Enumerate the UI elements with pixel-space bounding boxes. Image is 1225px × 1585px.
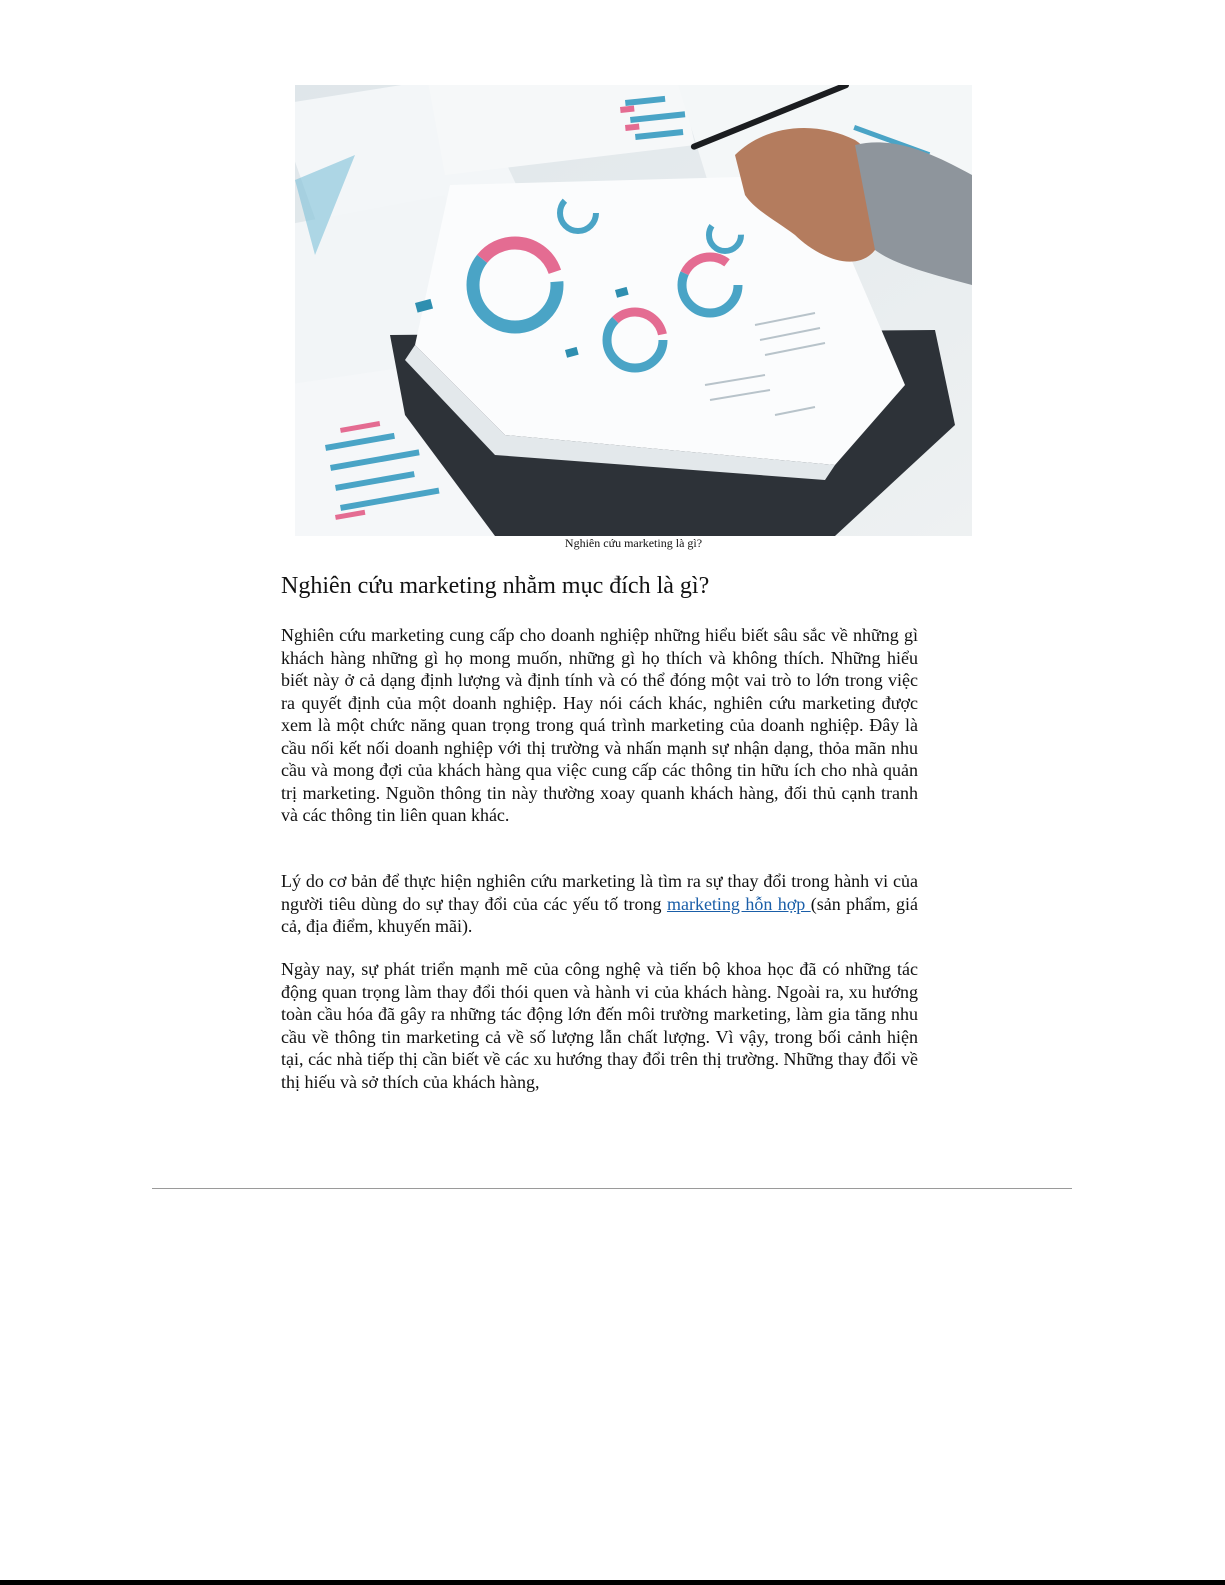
marketing-charts-photo-icon xyxy=(295,85,972,536)
section-heading: Nghiên cứu marketing nhằm mục đích là gì? xyxy=(281,573,710,599)
article-photo xyxy=(295,85,972,536)
paragraph-1: Nghiên cứu marketing cung cấp cho doanh nghiệp những hiểu biết sâu sắc về những gì khách hàng những gì họ mong muốn, những gì họ thích và không thích. Những hiểu biết này ở cả dạng định lượng và định tính và có thể đóng một vai trò to lớn trong việc ra quyết định của một doanh nghiệp. Hay nói cách khác, nghiên cứu marketing được xem là một chức năng quan trọng trong quá trình marketing của doanh nghiệp. Đây là cầu nối kết nối doanh nghiệp với thị trường và nhấn mạnh sự nhận dạng, thỏa mãn nhu cầu và mong đợi của khách hàng qua việc cung cấp các thông tin hữu ích cho nhà quản trị marketing. Nguồn thông tin này thường xoay quanh khách hàng, đối thủ cạnh tranh và các thông tin liên quan khác. xyxy=(281,625,918,825)
paragraph-2-text-before: Lý do cơ bản để thực hiện nghiên cứu marketing là tìm ra sự thay đổi trong hành vi của người tiêu dùng do sự thay đổi của các yếu tố trong xyxy=(281,871,918,914)
photo-caption: Nghiên cứu marketing là gì? xyxy=(564,536,703,550)
paragraph-2-text-after: (sản phẩm, giá cả, địa điểm, khuyến mãi). xyxy=(281,893,919,936)
marketing-mix-link[interactable]: marketing hỗn hợp xyxy=(666,893,811,914)
page-bottom-border xyxy=(0,1580,1225,1585)
paragraph-2 xyxy=(281,870,918,938)
page-divider xyxy=(152,1188,1072,1189)
paragraph-3: Ngày nay, sự phát triển mạnh mẽ của công nghệ và tiến bộ khoa học đã có những tác động quan trọng làm thay đổi thói quen và hành vi của khách hàng. Ngoài ra, xu hướng toàn cầu hóa đã gây ra những tác động lớn đến môi trường marketing, làm gia tăng nhu cầu về thông tin marketing cả về số lượng lẫn chất lượng. Vì vậy, trong bối cảnh hiện tại, các nhà tiếp thị cần biết về các xu hướng thay đổi trên thị trường. Những thay đổi về thị hiếu và sở thích của khách hàng, xyxy=(281,959,918,1092)
